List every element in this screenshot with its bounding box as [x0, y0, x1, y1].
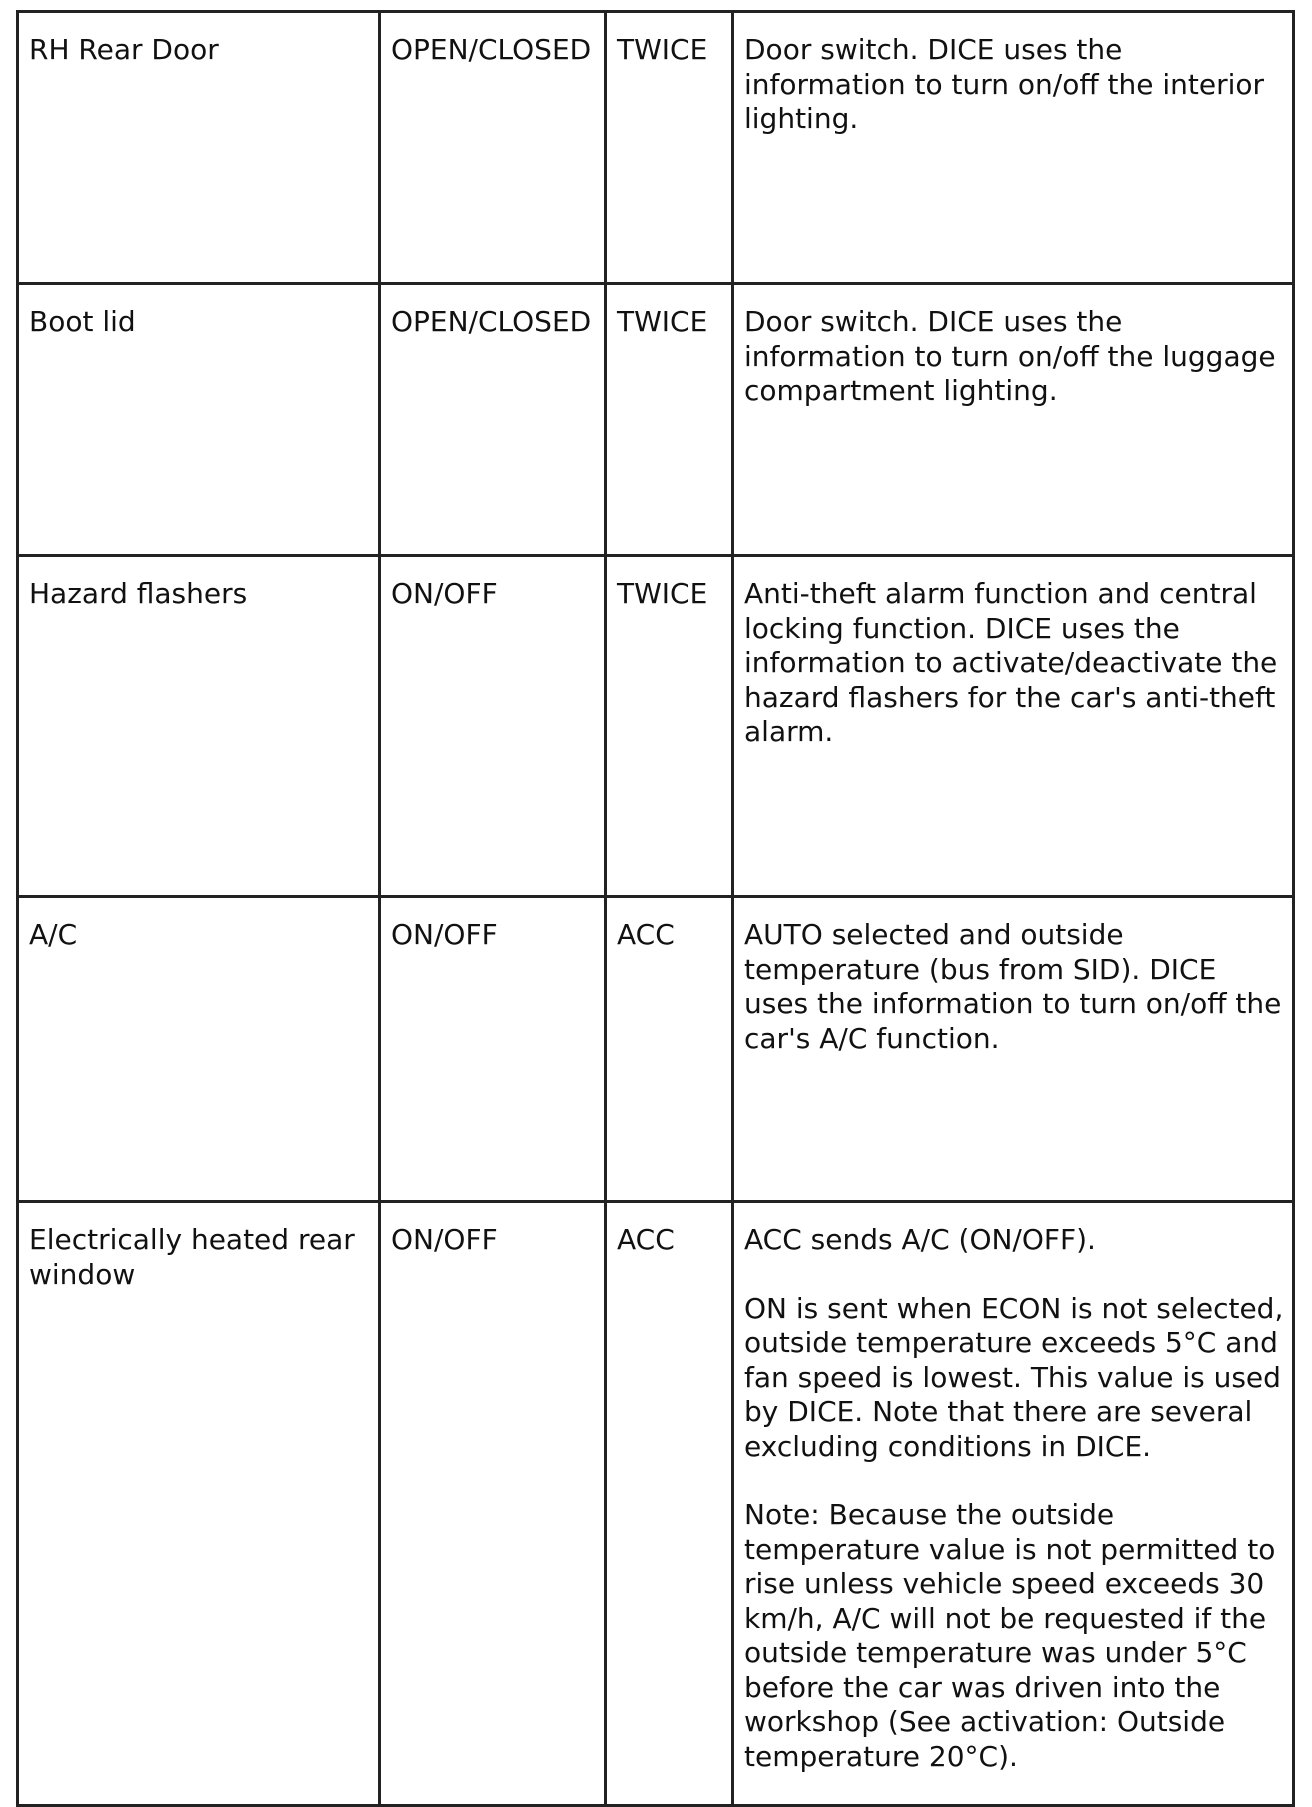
table-row [18, 897, 1294, 1202]
signal-table [16, 10, 1295, 1807]
state-cell: ON/OFF [380, 897, 606, 1202]
description-cell [733, 556, 1294, 897]
state-cell: ON/OFF [380, 1202, 606, 1806]
description-paragraph: Note: Because the outside temperature value is not permitted to rise unless vehicle speed exceeds 30 km/h, A/C will not be requested if the outside temperature was under 5°C before the car was driven into the workshop (See activation: Outside temperature 20°C). [744, 1498, 1276, 1773]
source-cell: TWICE [606, 556, 733, 897]
description-paragraph: Door switch. DICE uses the information to turn on/off the luggage compartment lighting. [744, 305, 1276, 407]
table-row [18, 1202, 1294, 1806]
signal-name-cell: RH Rear Door [18, 12, 380, 284]
state-cell: OPEN/CLOSED [380, 284, 606, 556]
signal-name-cell: Hazard flashers [18, 556, 380, 897]
description-paragraph: Door switch. DICE uses the information to turn on/off the interior lighting. [744, 33, 1265, 135]
description-cell [733, 1202, 1294, 1806]
source-cell: ACC [606, 1202, 733, 1806]
description-paragraph: Anti-theft alarm function and central locking function. DICE uses the information to activate/deactivate the hazard flashers for the car's anti-theft alarm. [744, 577, 1278, 748]
state-cell: OPEN/CLOSED [380, 12, 606, 284]
table-row [18, 556, 1294, 897]
source-cell: ACC [606, 897, 733, 1202]
signal-name-cell: Boot lid [18, 284, 380, 556]
source-cell: TWICE [606, 284, 733, 556]
description-cell [733, 897, 1294, 1202]
description-cell [733, 12, 1294, 284]
state-cell: ON/OFF [380, 556, 606, 897]
source-cell: TWICE [606, 12, 733, 284]
signal-name-cell: A/C [18, 897, 380, 1202]
description-paragraph: ACC sends A/C (ON/OFF). [744, 1223, 1096, 1256]
table-row [18, 12, 1294, 284]
signal-name-cell: Electrically heated rear window [18, 1202, 380, 1806]
description-paragraph: ON is sent when ECON is not selected, outside temperature exceeds 5°C and fan speed is lowest. This value is used by DICE. Note that there are several excluding conditions in DICE. [744, 1291, 1284, 1463]
description-cell [733, 284, 1294, 556]
table-row [18, 284, 1294, 556]
description-paragraph: AUTO selected and outside temperature (bus from SID). DICE uses the information to turn on/off the car's A/C function. [744, 918, 1282, 1055]
